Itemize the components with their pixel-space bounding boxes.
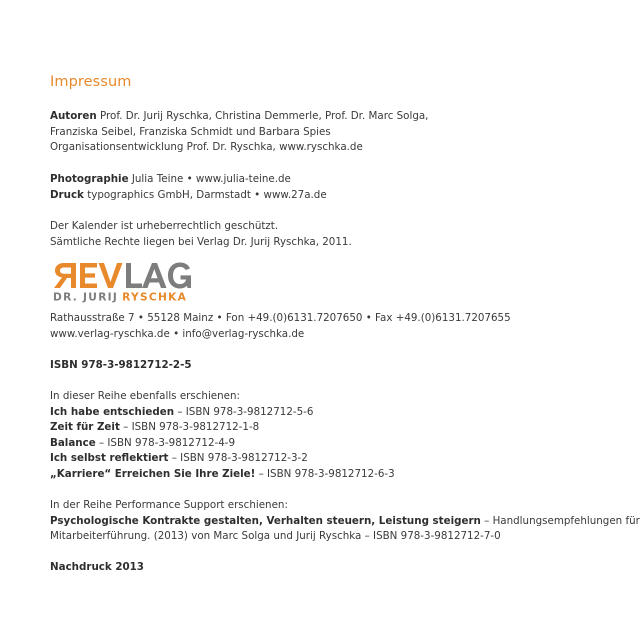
logo-sub-gray: DR. JURIJ xyxy=(53,291,119,304)
logo-e xyxy=(80,263,97,288)
copyright-block xyxy=(50,219,352,250)
series-item: Ich habe entschieden – ISBN 978-3-9812712-5-6 xyxy=(50,405,314,418)
reprint-note: Nachdruck 2013 xyxy=(50,561,144,573)
address-block xyxy=(50,311,511,342)
series-item: „Karriere“ Erreichen Sie Ihre Ziele! – ISBN 978-3-9812712-6-3 xyxy=(50,467,395,480)
performance-rest: – Handlungsempfehlungen für xyxy=(480,514,640,527)
photo-label: Photographie xyxy=(50,173,129,185)
performance-block xyxy=(50,498,640,545)
authors-block xyxy=(50,109,428,156)
page-title: Impressum xyxy=(50,74,132,90)
logo-a xyxy=(142,263,167,288)
copyright-line-2: Sämtliche Rechte liegen bei Verlag Dr. Jurij Ryschka, 2011. xyxy=(50,235,352,248)
logo-g xyxy=(168,263,191,289)
print-text: typographics GmbH, Darmstadt • www.27a.de xyxy=(87,188,327,201)
logo-mirrored-r xyxy=(54,263,76,288)
performance-title: Psychologische Kontrakte gestalten, Verhalten steuern, Leistung steigern xyxy=(50,514,481,527)
authors-label: Autoren xyxy=(50,110,97,122)
reprint-block xyxy=(50,560,144,576)
series-intro: In dieser Reihe ebenfalls erschienen: xyxy=(50,390,240,402)
authors-line-3: Organisationsentwicklung Prof. Dr. Ryschka, www.ryschka.de xyxy=(50,141,363,154)
series-item: Ich selbst reflektiert – ISBN 978-3-9812712-3-2 xyxy=(50,452,308,465)
logo-sub-orange: RYSCHKA xyxy=(122,291,188,304)
verlag-logo-graphic xyxy=(50,261,200,303)
series-item: Balance – ISBN 978-3-9812712-4-9 xyxy=(50,436,236,449)
copyright-line-1: Der Kalender ist urheberrechtlich geschützt. xyxy=(50,220,279,232)
authors-line-2: Franziska Seibel, Franziska Schmidt und Barbara Spies xyxy=(50,125,331,138)
verlag-logo xyxy=(50,261,200,303)
authors-line-1: Prof. Dr. Jurij Ryschka, Christina Demmerle, Prof. Dr. Marc Solga, xyxy=(99,110,429,122)
credits-block xyxy=(50,172,327,203)
logo-l xyxy=(126,263,142,288)
address-line-2: www.verlag-ryschka.de • info@verlag-ryschka.de xyxy=(50,327,305,340)
photo-text: Julia Teine • www.julia-teine.de xyxy=(131,173,291,185)
logo-subline xyxy=(53,292,187,304)
series-block xyxy=(50,389,395,483)
isbn-block xyxy=(50,358,192,374)
performance-line-2: Mitarbeiterführung. (2013) von Marc Solga und Jurij Ryschka – ISBN 978-3-9812712-7-0 xyxy=(50,530,501,543)
performance-intro: In der Reihe Performance Support erschienen: xyxy=(50,499,288,511)
address-line-1: Rathausstraße 7 • 55128 Mainz • Fon +49.(0)6131.7207650 • Fax +49.(0)6131.7207655 xyxy=(50,312,511,324)
logo-v xyxy=(99,263,123,288)
series-item: Zeit für Zeit – ISBN 978-3-9812712-1-8 xyxy=(50,421,260,434)
print-label: Druck xyxy=(50,188,84,201)
isbn: ISBN 978-3-9812712-2-5 xyxy=(50,359,192,371)
